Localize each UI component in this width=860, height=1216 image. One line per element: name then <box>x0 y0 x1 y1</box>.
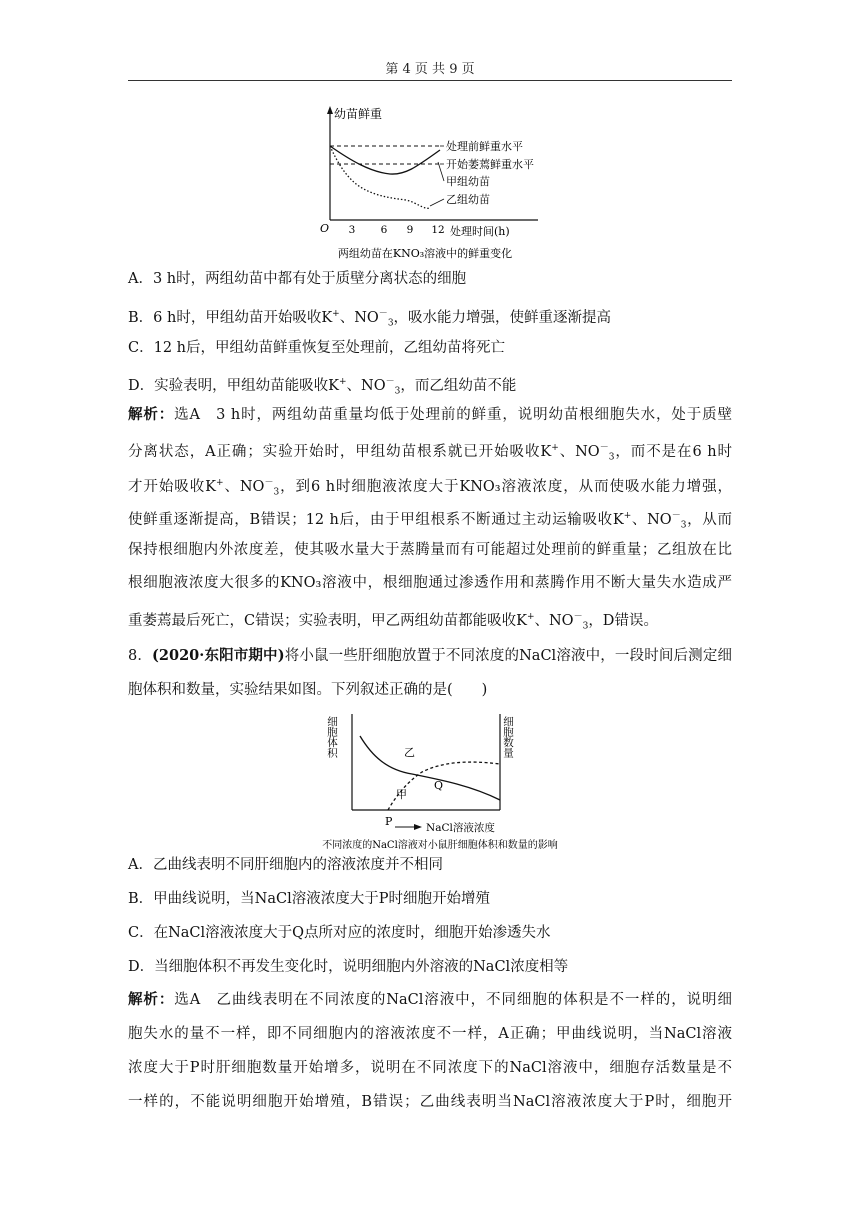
q8-stem-line-1: 8．(2020·东阳市期中)将小鼠一些肝细胞放置于不同浓度的NaCl溶液中，一段时间后测定细 <box>128 647 732 664</box>
right-axis-label: 细胞数量 <box>502 716 514 758</box>
yi-volume-curve <box>360 736 500 800</box>
yi-curve-label: 乙 <box>404 746 415 759</box>
origin-label: O <box>320 222 330 235</box>
tick-12: 12 <box>431 224 445 236</box>
q8-explanation-line-2: 胞失水的量不一样，即不同细胞内的溶液浓度不一样，A正确；甲曲线说明，当NaCl溶液 <box>128 1026 732 1042</box>
q7-explanation-line-5: 保持根细胞内外浓度差，使其吸水量大于蒸腾量而有可能超过处理前的鲜重量；乙组放在比 <box>128 542 732 558</box>
legend-leader-yi <box>430 199 444 206</box>
q8-option-a: A．乙曲线表明不同肝细胞内的溶液浓度并不相同 <box>128 857 443 873</box>
y-axis-arrow <box>327 106 333 114</box>
x-axis-label: NaCl溶液浓度 <box>426 822 495 834</box>
q7-explanation-line-4: 使鲜重逐渐提高，B错误；12 h后，由于甲组根系不断通过主动运输吸收K+、$NO^-_3$，从而 <box>128 511 732 531</box>
legend-wilting: 开始萎蔫鲜重水平 <box>446 158 534 171</box>
q8-option-b: B．甲曲线说明，当NaCl溶液浓度大于P时细胞开始增殖 <box>128 891 490 907</box>
figure1-caption: 两组幼苗在KNO₃溶液中的鲜重变化 <box>337 247 513 260</box>
y-axis-label: 幼苗鲜重 <box>334 107 383 121</box>
jia-seedling-curve <box>330 146 440 174</box>
q8-stem-line-2: 胞体积和数量，实验结果如图。下列叙述正确的是( ) <box>128 682 488 698</box>
q8-explanation-line-1: 解析：选A 乙曲线表明在不同浓度的NaCl溶液中，不同细胞的体积是不一样的，说明细 <box>128 991 732 1008</box>
legend-pretreatment: 处理前鲜重水平 <box>446 140 523 153</box>
q7-explanation-line-6: 根细胞液浓度大很多的KNO₃溶液中，根细胞通过渗透作用和蒸腾作用不断大量失水造成严 <box>128 575 732 591</box>
fresh-weight-chart <box>300 102 550 264</box>
q7-explanation-line-7: 重萎蔫最后死亡，C错误；实验表明，甲乙两组幼苗都能吸收K+、$NO^-_3$，D错误。 <box>128 612 658 632</box>
tick-3: 3 <box>348 224 356 236</box>
q7-option-d: D．实验表明，甲组幼苗能吸收K+、$NO^-_3$，而乙组幼苗不能 <box>128 377 517 397</box>
q7-option-a: A．3 h时，两组幼苗中都有处于质壁分离状态的细胞 <box>128 271 467 287</box>
q-point-label: Q <box>434 779 444 792</box>
figure2-caption: 不同浓度的NaCl溶液对小鼠肝细胞体积和数量的影响 <box>322 840 558 851</box>
tick-9: 9 <box>406 224 414 236</box>
q7-explanation-line-3: 才开始吸收K+、$NO^-_3$，到6 h时细胞液浓度大于KNO₃溶液浓度，从而使吸水能力增强， <box>128 478 732 498</box>
q8-explanation-line-4: 一样的，不能说明细胞开始增殖，B错误；乙曲线表明当NaCl溶液浓度大于P时，细胞开 <box>128 1094 732 1110</box>
jia-count-curve <box>388 762 500 810</box>
p-point-label: P <box>385 815 393 828</box>
legend-jia: 甲组幼苗 <box>446 175 490 188</box>
left-axis-label: 细胞体积 <box>326 716 338 758</box>
q8-option-d: D．当细胞体积不再发生变化时，说明细胞内外溶液的NaCl浓度相等 <box>128 959 569 975</box>
legend-leader-jia <box>438 162 444 181</box>
tick-6: 6 <box>380 224 388 236</box>
header-divider <box>128 80 732 81</box>
x-direction-arrow <box>414 824 422 830</box>
q8-explanation-line-3: 浓度大于P时肝细胞数量开始增多，说明在不同浓度下的NaCl溶液中，细胞存活数量是不 <box>128 1060 732 1076</box>
q7-explanation-line-2: 分离状态，A正确；实验开始时，甲组幼苗根系就已开始吸收K+、$NO^-_3$，而不是在6 h时 <box>128 443 732 463</box>
nacl-cell-chart <box>292 706 588 852</box>
q8-option-c: C．在NaCl溶液浓度大于Q点所对应的浓度时，细胞开始渗透失水 <box>128 925 551 941</box>
q7-option-c: C．12 h后，甲组幼苗鲜重恢复至处理前，乙组幼苗将死亡 <box>128 340 505 356</box>
x-axis-label: 处理时间(h) <box>450 225 510 238</box>
page-header: 第 4 页 共 9 页 <box>385 62 475 77</box>
q7-explanation-line-1: 解析：选A 3 h时，两组幼苗重量均低于处理前的鲜重，说明幼苗根细胞失水，处于质壁 <box>128 406 732 423</box>
q7-option-b: B．6 h时，甲组幼苗开始吸收K+、$NO^-_3$，吸水能力增强，使鲜重逐渐提高 <box>128 309 612 329</box>
legend-yi: 乙组幼苗 <box>446 193 490 206</box>
jia-curve-label: 甲 <box>396 788 407 801</box>
